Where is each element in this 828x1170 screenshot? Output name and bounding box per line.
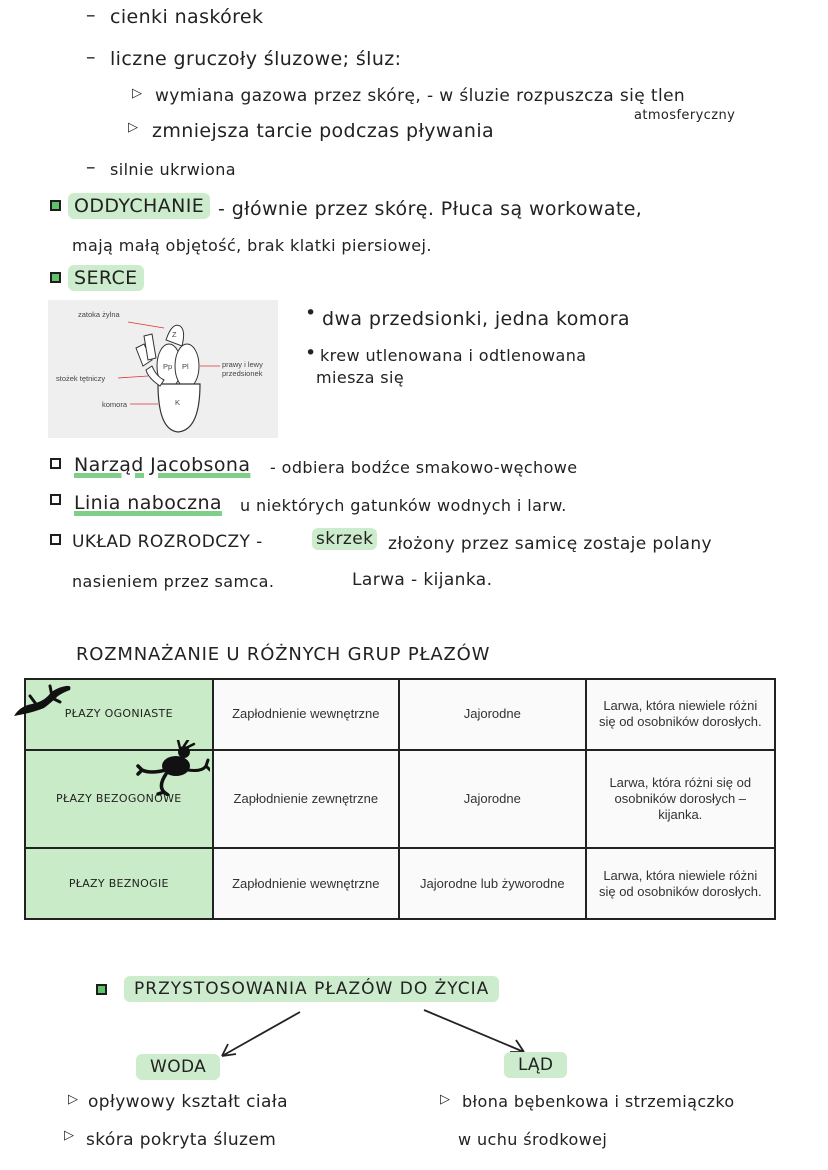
label-pp: Pp bbox=[163, 362, 173, 371]
label-z: Z bbox=[172, 330, 177, 339]
label-ventricle: komora bbox=[102, 400, 128, 409]
lateral-line-term: Linia naboczna bbox=[74, 492, 222, 514]
dash: – bbox=[86, 4, 96, 26]
heart-heading: SERCE bbox=[68, 265, 144, 291]
reproduction-cell: Jajorodne bbox=[399, 750, 585, 848]
repro-label: UKŁAD ROZRODCZY - bbox=[72, 532, 263, 552]
table-title: ROZMNAŻANIE U RÓŻNYCH GRUP PŁAZÓW bbox=[76, 644, 491, 665]
repro-term: skrzek bbox=[312, 528, 377, 550]
label-atria: prawy i lewy przedsionek bbox=[222, 360, 263, 378]
group-cell: PŁAZY BEZNOGIE bbox=[25, 848, 213, 919]
land-label: LĄD bbox=[504, 1052, 567, 1078]
label-cone: stożek tętniczy bbox=[56, 374, 106, 383]
land-item-line1: błona bębenkowa i strzemiączko bbox=[462, 1092, 735, 1111]
label-sinus: zatoka żylna bbox=[78, 310, 120, 319]
water-label: WODA bbox=[136, 1054, 220, 1080]
jacobson-term: Narząd Jacobsona bbox=[74, 454, 251, 476]
group-cell: PŁAZY OGONIASTE bbox=[25, 679, 213, 750]
reproduction-cell: Jajorodne lub żyworodne bbox=[399, 848, 585, 919]
bullet-dot: • bbox=[305, 342, 317, 364]
triangle-bullet-icon: ▷ bbox=[440, 1092, 450, 1107]
fertilization-cell: Zapłodnienie wewnętrzne bbox=[213, 848, 400, 919]
larva-cell: Larwa, która niewiele różni się od osobników dorosłych. bbox=[586, 848, 775, 919]
heart-bullet-blood-line1: krew utlenowana i odtlenowana bbox=[320, 346, 587, 365]
skin-sub-gas-exchange: wymiana gazowa przez skórę, - w śluzie rozpuszcza się tlen bbox=[155, 86, 686, 106]
skin-item-glands: liczne gruczoły śluzowe; śluz: bbox=[110, 48, 402, 70]
land-item-line2: w uchu środkowej bbox=[458, 1130, 608, 1149]
skin-item-epidermis: cienki naskórek bbox=[110, 6, 264, 28]
reproduction-cell: Jajorodne bbox=[399, 679, 585, 750]
larva-text: Larwa - kijanka. bbox=[352, 570, 493, 590]
triangle-bullet-icon: ▷ bbox=[68, 1092, 78, 1107]
breathing-text-line1: - głównie przez skórę. Płuca są workowate, bbox=[218, 198, 643, 220]
adaptations-heading: PRZYSTOSOWANIA PŁAZÓW DO ŻYCIA bbox=[124, 976, 499, 1002]
fertilization-cell: Zapłodnienie zewnętrzne bbox=[213, 750, 400, 848]
triangle-bullet-icon: ▷ bbox=[64, 1128, 74, 1143]
larva-cell: Larwa, która różni się od osobników dorosłych – kijanka. bbox=[586, 750, 775, 848]
fertilization-cell: Zapłodnienie wewnętrzne bbox=[213, 679, 400, 750]
water-item-skin: skóra pokryta śluzem bbox=[86, 1130, 277, 1150]
repro-text: złożony przez samicę zostaje polany bbox=[388, 534, 712, 554]
label-pl: Pl bbox=[182, 362, 189, 371]
skin-sub-note: atmosferyczny bbox=[634, 108, 736, 123]
heart-bullet-blood-line2: miesza się bbox=[316, 368, 405, 387]
skin-sub-friction: zmniejsza tarcie podczas pływania bbox=[152, 120, 495, 142]
skin-item-blood: silnie ukrwiona bbox=[110, 160, 236, 179]
triangle-bullet-icon: ▷ bbox=[128, 120, 138, 135]
dash: – bbox=[86, 156, 96, 178]
heart-bullet-chambers: dwa przedsionki, jedna komora bbox=[322, 308, 630, 330]
larva-cell: Larwa, która niewiele różni się od osobników dorosłych. bbox=[586, 679, 775, 750]
breathing-heading: ODDYCHANIE bbox=[68, 193, 210, 219]
bullet-dot: • bbox=[305, 302, 317, 324]
repro-line2: nasieniem przez samca. bbox=[72, 572, 275, 591]
triangle-bullet-icon: ▷ bbox=[132, 86, 142, 101]
water-item-shape: opływowy kształt ciała bbox=[88, 1092, 288, 1112]
breathing-text-line2: mają małą objętość, brak klatki piersiowej. bbox=[72, 236, 432, 255]
jacobson-text: - odbiera bodźce smakowo-węchowe bbox=[270, 458, 578, 477]
label-k: K bbox=[175, 398, 181, 407]
group-cell: PŁAZY BEZOGONOWE bbox=[25, 750, 213, 848]
lateral-line-text: u niektórych gatunków wodnych i larw. bbox=[240, 496, 567, 515]
dash: – bbox=[86, 46, 96, 68]
